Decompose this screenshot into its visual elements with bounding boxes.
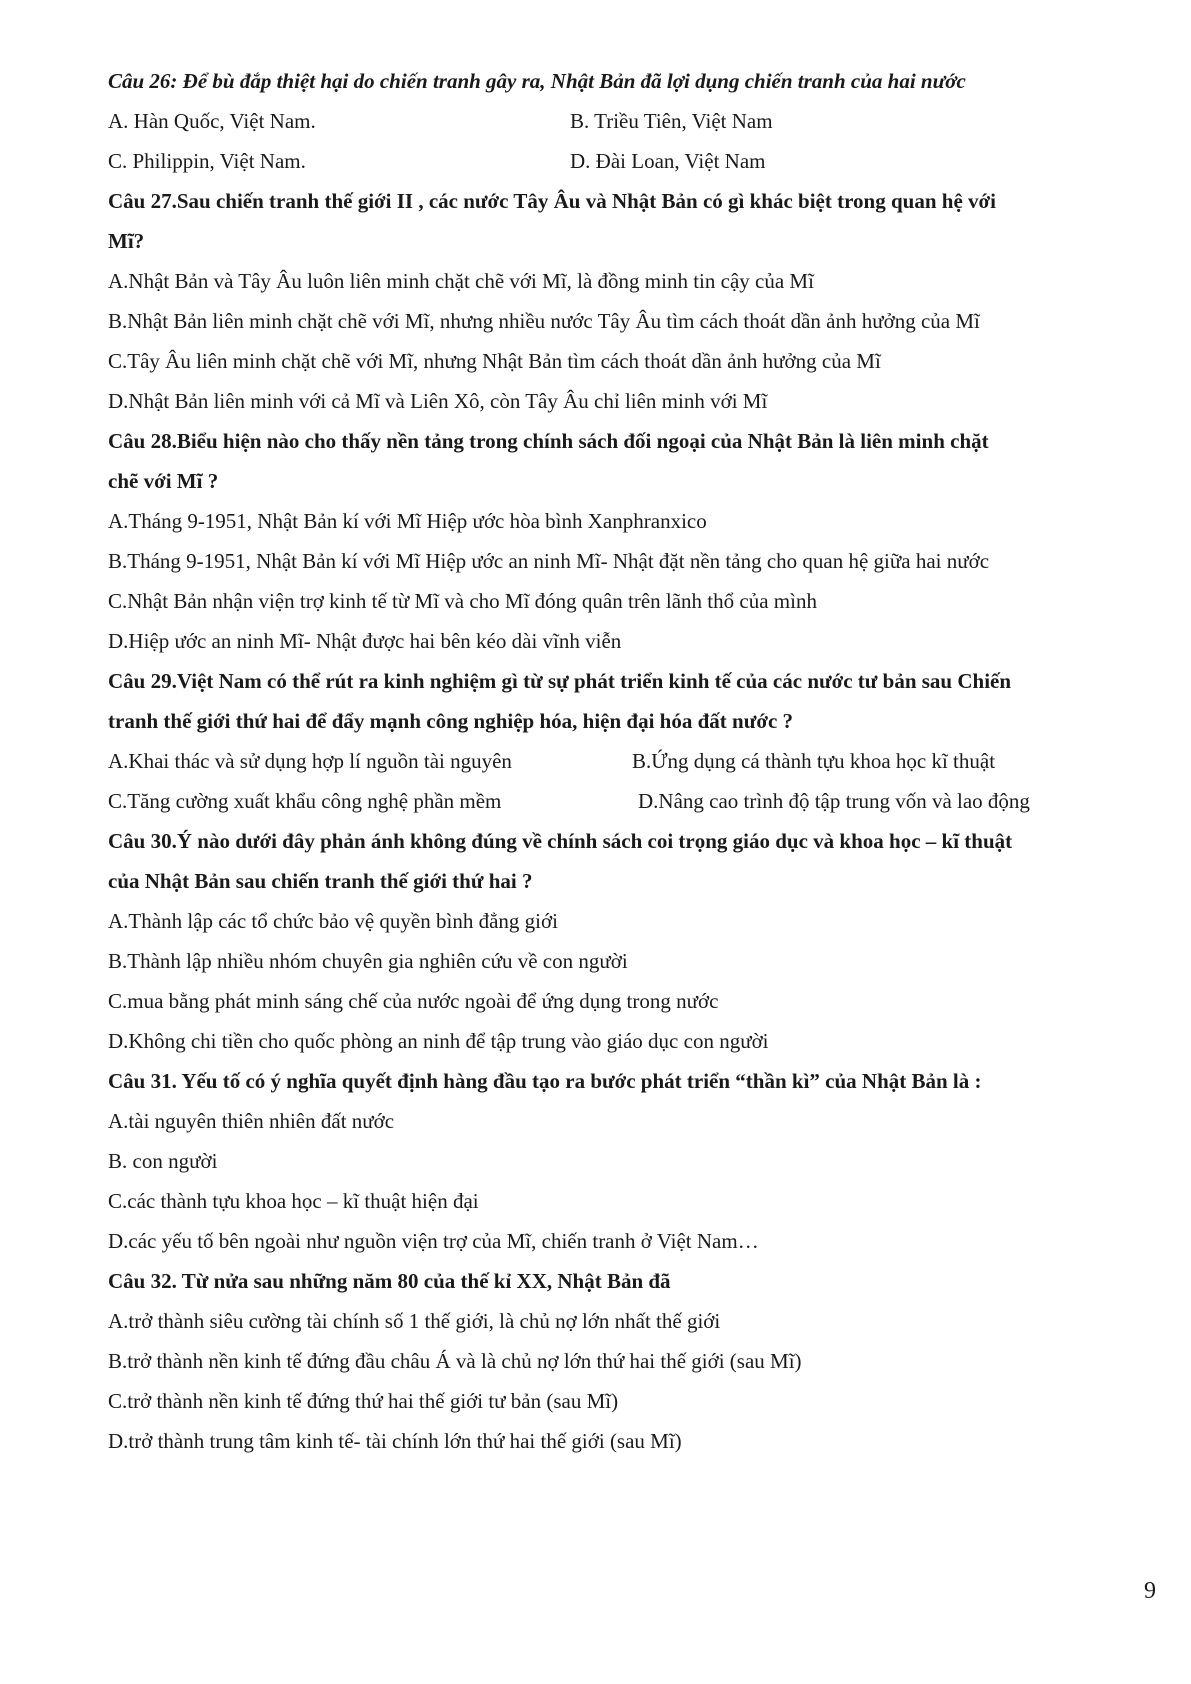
question-30-option-b: B.Thành lập nhiều nhóm chuyên gia nghiên cứu về con người [108,949,628,973]
question-28-option-c: C.Nhật Bản nhận viện trợ kinh tế từ Mĩ và cho Mĩ đóng quân trên lãnh thổ của mình [108,589,817,613]
question-29-stem-line-1: Câu 29.Việt Nam có thể rút ra kinh nghiệm gì từ sự phát triển kinh tế của các nước tư bản sau Chiến [108,669,1012,693]
question-26-option-c: C. Philippin, Việt Nam. [108,149,306,173]
question-29-option-a: A.Khai thác và sử dụng hợp lí nguồn tài nguyên [108,749,512,773]
question-26-stem: Câu 26: Để bù đắp thiệt hại do chiến tranh gây ra, Nhật Bản đã lợi dụng chiến tranh của hai nước [108,69,966,93]
question-28-option-b: B.Tháng 9-1951, Nhật Bản kí với Mĩ Hiệp ước an ninh Mĩ- Nhật đặt nền tảng cho quan hệ giữa hai nước [108,549,990,573]
question-31-option-b: B. con người [108,1149,218,1173]
question-29-option-d: D.Nâng cao trình độ tập trung vốn và lao động [638,789,1030,813]
question-26-option-a: A. Hàn Quốc, Việt Nam. [108,109,316,133]
question-27-option-b: B.Nhật Bản liên minh chặt chẽ với Mĩ, nhưng nhiều nước Tây Âu tìm cách thoát dần ảnh hưởng của Mĩ [108,309,980,333]
question-30-stem-line-2: của Nhật Bản sau chiến tranh thế giới thứ hai ? [108,869,533,893]
question-27-stem-line-2: Mĩ? [108,229,145,253]
question-32-option-b: B.trở thành nền kinh tế đứng đầu châu Á và là chủ nợ lớn thứ hai thế giới (sau Mĩ) [108,1349,802,1373]
question-28-stem-line-2: chẽ với Mĩ ? [108,469,219,493]
question-29-option-c: C.Tăng cường xuất khẩu công nghệ phần mềm [108,789,502,813]
question-30-stem-line-1: Câu 30.Ý nào dưới đây phản ánh không đúng về chính sách coi trọng giáo dục và khoa học – kĩ thuật [108,829,1013,853]
question-30-option-c: C.mua bằng phát minh sáng chế của nước ngoài để ứng dụng trong nước [108,989,719,1013]
question-32-stem: Câu 32. Từ nửa sau những năm 80 của thế kỉ XX, Nhật Bản đã [108,1269,671,1293]
question-31-option-a: A.tài nguyên thiên nhiên đất nước [108,1109,395,1133]
question-30-option-a: A.Thành lập các tổ chức bảo vệ quyền bình đẳng giới [108,909,558,933]
question-31-option-c: C.các thành tựu khoa học – kĩ thuật hiện đại [108,1189,479,1213]
question-27-option-d: D.Nhật Bản liên minh với cả Mĩ và Liên Xô, còn Tây Âu chỉ liên minh với Mĩ [108,389,768,413]
question-26-option-d: D. Đài Loan, Việt Nam [570,149,766,173]
page-number: 9 [1144,1578,1156,1604]
question-29-option-b: B.Ứng dụng cá thành tựu khoa học kĩ thuật [632,749,996,773]
question-29-stem-line-2: tranh thế giới thứ hai để đẩy mạnh công nghiệp hóa, hiện đại hóa đất nước ? [108,709,794,733]
question-28-stem-line-1: Câu 28.Biểu hiện nào cho thấy nền tảng trong chính sách đối ngoại của Nhật Bản là liên minh chặt [108,429,989,453]
question-28-option-a: A.Tháng 9-1951, Nhật Bản kí với Mĩ Hiệp ước hòa bình Xanphranxico [108,509,707,533]
question-31-option-d: D.các yếu tố bên ngoài như nguồn viện trợ của Mĩ, chiến tranh ở Việt Nam… [108,1229,759,1253]
question-31-stem: Câu 31. Yếu tố có ý nghĩa quyết định hàng đầu tạo ra bước phát triển “thần kì” của Nhật Bản là : [108,1069,982,1093]
question-32-option-c: C.trở thành nền kinh tế đứng thứ hai thế giới tư bản (sau Mĩ) [108,1389,619,1413]
question-32-option-a: A.trở thành siêu cường tài chính số 1 thế giới, là chủ nợ lớn nhất thế giới [108,1309,721,1333]
question-27-stem-line-1: Câu 27.Sau chiến tranh thế giới II , các nước Tây Âu và Nhật Bản có gì khác biệt trong quan hệ với [108,189,996,213]
question-27-option-c: C.Tây Âu liên minh chặt chẽ với Mĩ, nhưng Nhật Bản tìm cách thoát dần ảnh hưởng của Mĩ [108,349,881,373]
question-26-option-b: B. Triều Tiên, Việt Nam [570,109,773,133]
question-30-option-d: D.Không chi tiền cho quốc phòng an ninh để tập trung vào giáo dục con người [108,1029,769,1053]
question-32-option-d: D.trở thành trung tâm kinh tế- tài chính lớn thứ hai thế giới (sau Mĩ) [108,1429,682,1453]
question-28-option-d: D.Hiệp ước an ninh Mĩ- Nhật được hai bên kéo dài vĩnh viễn [108,629,622,653]
question-27-option-a: A.Nhật Bản và Tây Âu luôn liên minh chặt chẽ với Mĩ, là đồng minh tin cậy của Mĩ [108,269,814,293]
